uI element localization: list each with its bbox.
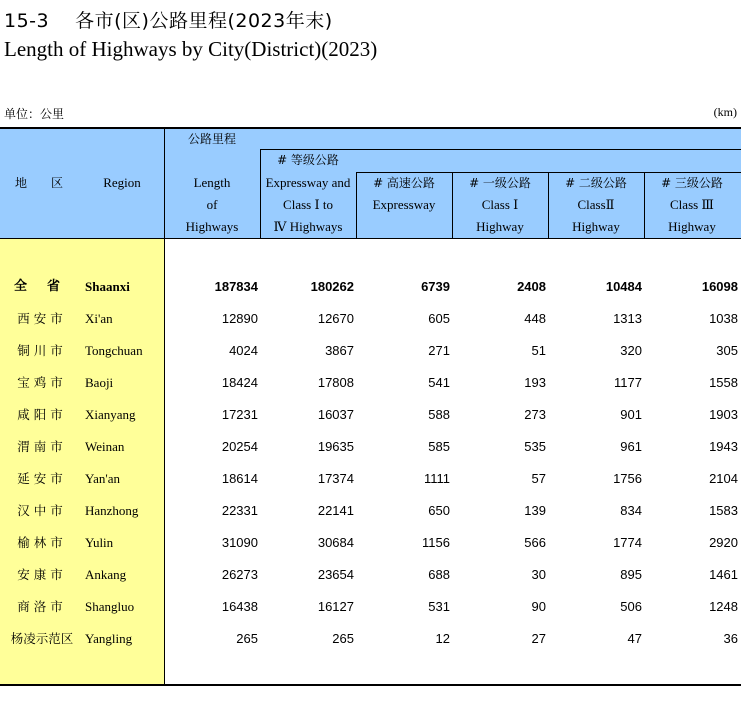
class3-header-en-line2: Highway — [668, 219, 716, 234]
table-title-cn — [4, 6, 333, 33]
row-region-en: Shangluo — [85, 599, 135, 614]
table-row — [0, 527, 741, 559]
table-row — [0, 463, 741, 495]
class1-header-en-line1: Class Ⅰ — [481, 197, 519, 212]
cell-class3: 2920 — [709, 535, 738, 550]
table-row-total — [0, 271, 741, 303]
class1-header-cn: # 一级公路 — [469, 176, 531, 190]
row-region-en: Xianyang — [85, 407, 136, 422]
row-region-cn: 宝鸡市 — [17, 375, 67, 390]
row-region-en: Yulin — [85, 535, 114, 550]
cell-length: 4024 — [229, 343, 258, 358]
row-region-cn: 榆林市 — [17, 535, 67, 550]
region-header-en: Region — [103, 175, 141, 190]
row-region-en: Shaanxi — [85, 279, 130, 294]
unit-label-en: (km) — [713, 105, 737, 119]
cell-class3: 2104 — [709, 471, 738, 486]
cell-class2: 1177 — [614, 375, 642, 390]
cell-expressway: 688 — [428, 567, 450, 582]
row-region-en: Yan'an — [85, 471, 120, 486]
cell-class2: 895 — [620, 567, 642, 582]
graded-header-line1: Expressway and — [265, 175, 351, 190]
cell-class1: 2408 — [517, 279, 546, 294]
cell-class2: 320 — [620, 343, 642, 358]
class2-header-cn: # 二级公路 — [565, 176, 627, 190]
cell-expressway: 6739 — [421, 279, 450, 294]
cell-class3: 1903 — [709, 407, 738, 422]
cell-length: 20254 — [221, 439, 258, 454]
cell-length: 12890 — [221, 311, 258, 326]
row-region-cn: 渭南市 — [17, 439, 67, 454]
row-region-cn: 西安市 — [17, 311, 67, 326]
cell-graded: 180262 — [310, 279, 354, 294]
table-title-en: Length of Highways by City(District)(2023) — [4, 37, 378, 61]
table-row — [0, 431, 741, 463]
cell-class3: 1943 — [709, 439, 738, 454]
cell-length: 18614 — [221, 471, 258, 486]
graded-header-line2: Class Ⅰ to — [283, 197, 333, 212]
cell-class3: 1558 — [709, 375, 738, 390]
row-region-cn: 咸阳市 — [17, 407, 67, 422]
row-region-en: Tongchuan — [85, 343, 143, 358]
cell-expressway: 1156 — [422, 535, 450, 550]
cell-graded: 30684 — [317, 535, 354, 550]
length-header-line1: Length — [193, 175, 231, 190]
length-group-header: 公路里程 — [187, 132, 236, 146]
cell-length: 187834 — [214, 279, 258, 294]
cell-expressway: 271 — [428, 343, 450, 358]
row-region-cn: 杨凌示范区 — [10, 631, 74, 646]
table-number: 15-3 — [4, 10, 50, 32]
length-header-line2: of — [206, 197, 218, 212]
cell-class3: 1038 — [709, 311, 738, 326]
row-region-cn: 全省 — [13, 279, 80, 294]
cell-expressway: 650 — [428, 503, 450, 518]
cell-graded: 17374 — [317, 471, 354, 486]
cell-expressway: 541 — [428, 375, 450, 390]
row-region-en: Hanzhong — [85, 503, 139, 518]
row-region-cn: 安康市 — [17, 567, 67, 582]
table-row — [0, 559, 741, 591]
cell-graded: 265 — [332, 631, 354, 646]
cell-length: 22331 — [221, 503, 258, 518]
top-rule — [0, 127, 741, 129]
cell-class1: 27 — [531, 631, 546, 646]
title-cn-text: 各市(区)公路里程(2023年末) — [75, 10, 333, 32]
cell-class1: 448 — [524, 311, 546, 326]
cell-expressway: 1111 — [423, 471, 450, 486]
graded-group-header: # 等级公路 — [277, 153, 339, 167]
cell-length: 17231 — [221, 407, 258, 422]
class3-header-cn: # 三级公路 — [661, 176, 723, 190]
cell-length: 18424 — [221, 375, 258, 390]
cell-class1: 566 — [524, 535, 546, 550]
cell-class2: 1774 — [613, 535, 642, 550]
cell-length: 265 — [236, 631, 258, 646]
cell-expressway: 588 — [428, 407, 450, 422]
cell-graded: 17808 — [317, 375, 354, 390]
table-row — [0, 335, 741, 367]
class3-header-en-line1: Class Ⅲ — [670, 197, 714, 212]
length-header-line3: Highways — [185, 219, 239, 234]
row-region-en: Yangling — [85, 631, 133, 646]
cell-length: 26273 — [221, 567, 258, 582]
cell-class3: 305 — [716, 343, 738, 358]
cell-length: 31090 — [221, 535, 258, 550]
cell-graded: 16037 — [317, 407, 354, 422]
cell-expressway: 585 — [428, 439, 450, 454]
cell-class3: 16098 — [701, 279, 738, 294]
cell-graded: 12670 — [317, 311, 354, 326]
table-row — [0, 591, 741, 623]
region-header-cn: 地 区 — [14, 176, 69, 190]
header-bottom-rule — [0, 238, 741, 239]
graded-header-line3: Ⅳ Highways — [273, 219, 343, 234]
cell-length: 16438 — [221, 599, 258, 614]
cell-class3: 1461 — [709, 567, 738, 582]
cell-graded: 22141 — [317, 503, 354, 518]
cell-class1: 30 — [531, 567, 546, 582]
cell-class1: 51 — [531, 343, 546, 358]
cell-class2: 1313 — [613, 311, 642, 326]
cell-expressway: 12 — [435, 631, 450, 646]
row-region-en: Xi'an — [85, 311, 113, 326]
row-region-cn: 商洛市 — [17, 599, 67, 614]
cell-class1: 90 — [531, 599, 546, 614]
class2-header-en-line1: ClassⅡ — [577, 197, 615, 212]
cell-class2: 834 — [620, 503, 642, 518]
cell-class1: 273 — [524, 407, 546, 422]
table-row — [0, 367, 741, 399]
cell-class2: 47 — [627, 631, 642, 646]
table-row — [0, 623, 741, 655]
cell-class3: 1248 — [709, 599, 738, 614]
row-region-en: Baoji — [85, 375, 114, 390]
cell-graded: 23654 — [317, 567, 354, 582]
row-region-cn: 延安市 — [17, 471, 67, 486]
cell-class1: 535 — [524, 439, 546, 454]
unit-label-cn: 单位：公里 — [4, 107, 65, 121]
cell-graded: 3867 — [325, 343, 354, 358]
class1-header-en-line2: Highway — [476, 219, 524, 234]
cell-class2: 10484 — [605, 279, 642, 294]
cell-expressway: 531 — [428, 599, 450, 614]
cell-class1: 193 — [524, 375, 546, 390]
row-region-en: Ankang — [85, 567, 127, 582]
cell-graded: 16127 — [317, 599, 354, 614]
cell-class2: 1756 — [613, 471, 642, 486]
bottom-rule — [0, 684, 741, 686]
row-region-cn: 铜川市 — [17, 343, 67, 358]
cell-graded: 19635 — [317, 439, 354, 454]
table-row — [0, 303, 741, 335]
cell-class2: 961 — [620, 439, 642, 454]
cell-class1: 57 — [531, 471, 546, 486]
row-region-cn: 汉中市 — [17, 503, 67, 518]
cell-class2: 506 — [620, 599, 642, 614]
cell-class3: 36 — [723, 631, 738, 646]
row-region-en: Weinan — [85, 439, 125, 454]
cell-expressway: 605 — [428, 311, 450, 326]
table-row — [0, 495, 741, 527]
class2-header-en-line2: Highway — [572, 219, 620, 234]
cell-class1: 139 — [524, 503, 546, 518]
cell-class2: 901 — [620, 407, 642, 422]
highway-table — [0, 127, 741, 687]
expressway-header-cn: # 高速公路 — [373, 176, 435, 190]
expressway-header-en: Expressway — [372, 197, 436, 212]
cell-class3: 1583 — [709, 503, 738, 518]
table-row — [0, 399, 741, 431]
